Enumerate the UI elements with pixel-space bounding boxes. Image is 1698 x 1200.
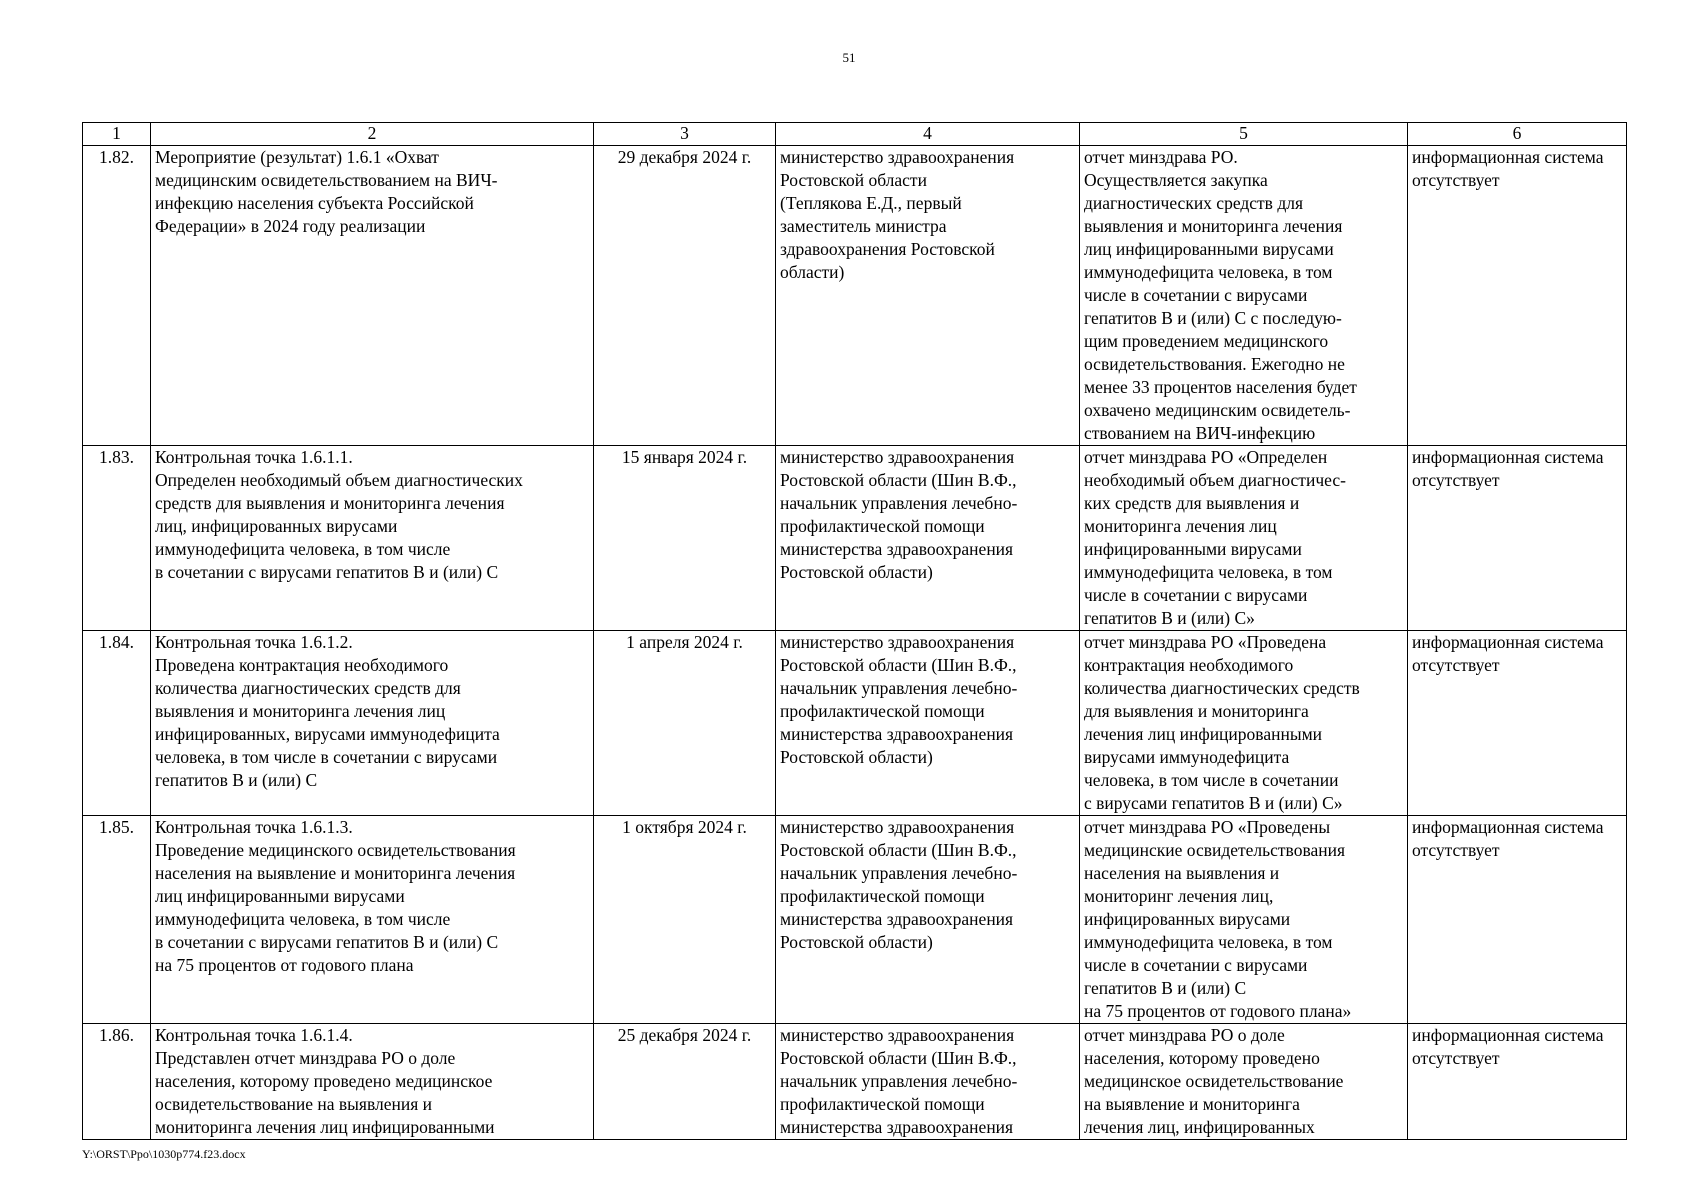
column-header-4: 4 bbox=[776, 123, 1080, 146]
row-date: 15 января 2024 г. bbox=[621, 447, 748, 467]
row-date: 1 апреля 2024 г. bbox=[626, 632, 743, 652]
table-row bbox=[83, 146, 1627, 446]
column-header-6: 6 bbox=[1408, 123, 1627, 146]
column-header-3: 3 bbox=[594, 123, 776, 146]
row-number: 1.85. bbox=[83, 816, 151, 1024]
row-information-system: информационная система отсутствует bbox=[1412, 632, 1604, 675]
row-responsible: министерство здравоохранения Ростовской области (Теплякова Е.Д., первый заместитель министра здравоохранения Ростовской области) bbox=[780, 147, 1015, 282]
footer-file-path: Y:\ORST\Ppo\1030p774.f23.docx bbox=[82, 1147, 246, 1161]
row-date: 29 декабря 2024 г. bbox=[617, 147, 752, 167]
row-date: 1 октября 2024 г. bbox=[622, 817, 747, 837]
table-row bbox=[83, 631, 1627, 816]
column-header-5: 5 bbox=[1080, 123, 1408, 146]
row-description: Контрольная точка 1.6.1.4. Представлен отчет минздрава РО о доле населения, которому проведено медицинское освидетельствование на выявления и мониторинга лечения лиц инфицированными bbox=[155, 1025, 495, 1137]
row-date: 25 декабря 2024 г. bbox=[617, 1025, 752, 1045]
row-number: 1.84. bbox=[83, 631, 151, 816]
row-responsible: министерство здравоохранения Ростовской области (Шин В.Ф., начальник управления лечебно- профилактической помощи министерства здравоохранения Ростовской области) bbox=[780, 817, 1018, 952]
row-information-system: информационная система отсутствует bbox=[1412, 817, 1604, 860]
row-report: отчет минздрава РО «Проведена контрактация необходимого количества диагностических средств для выявления и мониторинга лечения лиц инфицированными вирусами иммунодефицита человека, в том числе в сочетании с вирусами гепатитов В и (или) С» bbox=[1084, 632, 1360, 813]
row-information-system: информационная система отсутствует bbox=[1412, 447, 1604, 490]
row-information-system: информационная система отсутствует bbox=[1412, 1025, 1604, 1068]
column-header-2: 2 bbox=[151, 123, 594, 146]
header-row bbox=[83, 123, 1627, 146]
table-row bbox=[83, 446, 1627, 631]
row-report: отчет минздрава РО «Определен необходимый объем диагностичес- ких средств для выявления и мониторинга лечения лиц инфицированными вирусами иммунодефицита человека, в том числе в сочетании с вирусами гепатитов В и (или) С» bbox=[1084, 447, 1346, 628]
row-responsible: министерство здравоохранения Ростовской области (Шин В.Ф., начальник управления лечебно- профилактической помощи министерства здравоохранения Ростовской области) bbox=[780, 632, 1018, 767]
row-description: Контрольная точка 1.6.1.3. Проведение медицинского освидетельствования населения на выявление и мониторинга лечения лиц инфицированными вирусами иммунодефицита человека, в том числе в сочетании с вирусами гепатитов В и (или) С на 75 процентов от годового плана bbox=[155, 817, 516, 975]
row-number: 1.86. bbox=[83, 1024, 151, 1140]
table-row bbox=[83, 1024, 1627, 1140]
row-description: Контрольная точка 1.6.1.1. Определен необходимый объем диагностических средств для выявления и мониторинга лечения лиц, инфицированных вирусами иммунодефицита человека, в том числе в сочетании с вирусами гепатитов В и (или) С bbox=[155, 447, 523, 582]
column-header-1: 1 bbox=[83, 123, 151, 146]
row-report: отчет минздрава РО. Осуществляется закупка диагностических средств для выявления и мониторинга лечения лиц инфицированными вирусами иммунодефицита человека, в том числе в сочетании с вирусами гепатитов В и (или) С с последую- щим проведением медицинского освидетельствования. Ежегодно не менее 33 процентов населения будет охвачено медицинским освидетель- ствованием на ВИЧ-инфекцию bbox=[1084, 147, 1357, 443]
table-row bbox=[83, 816, 1627, 1024]
row-report: отчет минздрава РО «Проведены медицинские освидетельствования населения на выявления и мониторинг лечения лиц, инфицированных вирусами иммунодефицита человека, в том числе в сочетании с вирусами гепатитов В и (или) С на 75 процентов от годового плана» bbox=[1084, 817, 1352, 1021]
plan-table bbox=[82, 122, 1627, 1140]
row-information-system: информационная система отсутствует bbox=[1412, 147, 1604, 190]
row-description: Контрольная точка 1.6.1.2. Проведена контрактация необходимого количества диагностических средств для выявления и мониторинга лечения лиц инфицированных, вирусами иммунодефицита человека, в том числе в сочетании с вирусами гепатитов В и (или) С bbox=[155, 632, 500, 790]
page-number: 51 bbox=[842, 50, 856, 65]
row-number: 1.82. bbox=[83, 146, 151, 446]
row-report: отчет минздрава РО о доле населения, которому проведено медицинское освидетельствование на выявление и мониторинга лечения лиц, инфицированных bbox=[1084, 1025, 1344, 1137]
row-responsible: министерство здравоохранения Ростовской области (Шин В.Ф., начальник управления лечебно- профилактической помощи министерства здравоохранения Ростовской области) bbox=[780, 447, 1018, 582]
row-responsible: министерство здравоохранения Ростовской области (Шин В.Ф., начальник управления лечебно- профилактической помощи министерства здравоохранения bbox=[780, 1025, 1018, 1137]
row-number: 1.83. bbox=[83, 446, 151, 631]
row-description: Мероприятие (результат) 1.6.1 «Охват медицинским освидетельствованием на ВИЧ- инфекцию населения субъекта Российской Федерации» в 2024 году реализации bbox=[155, 147, 498, 236]
